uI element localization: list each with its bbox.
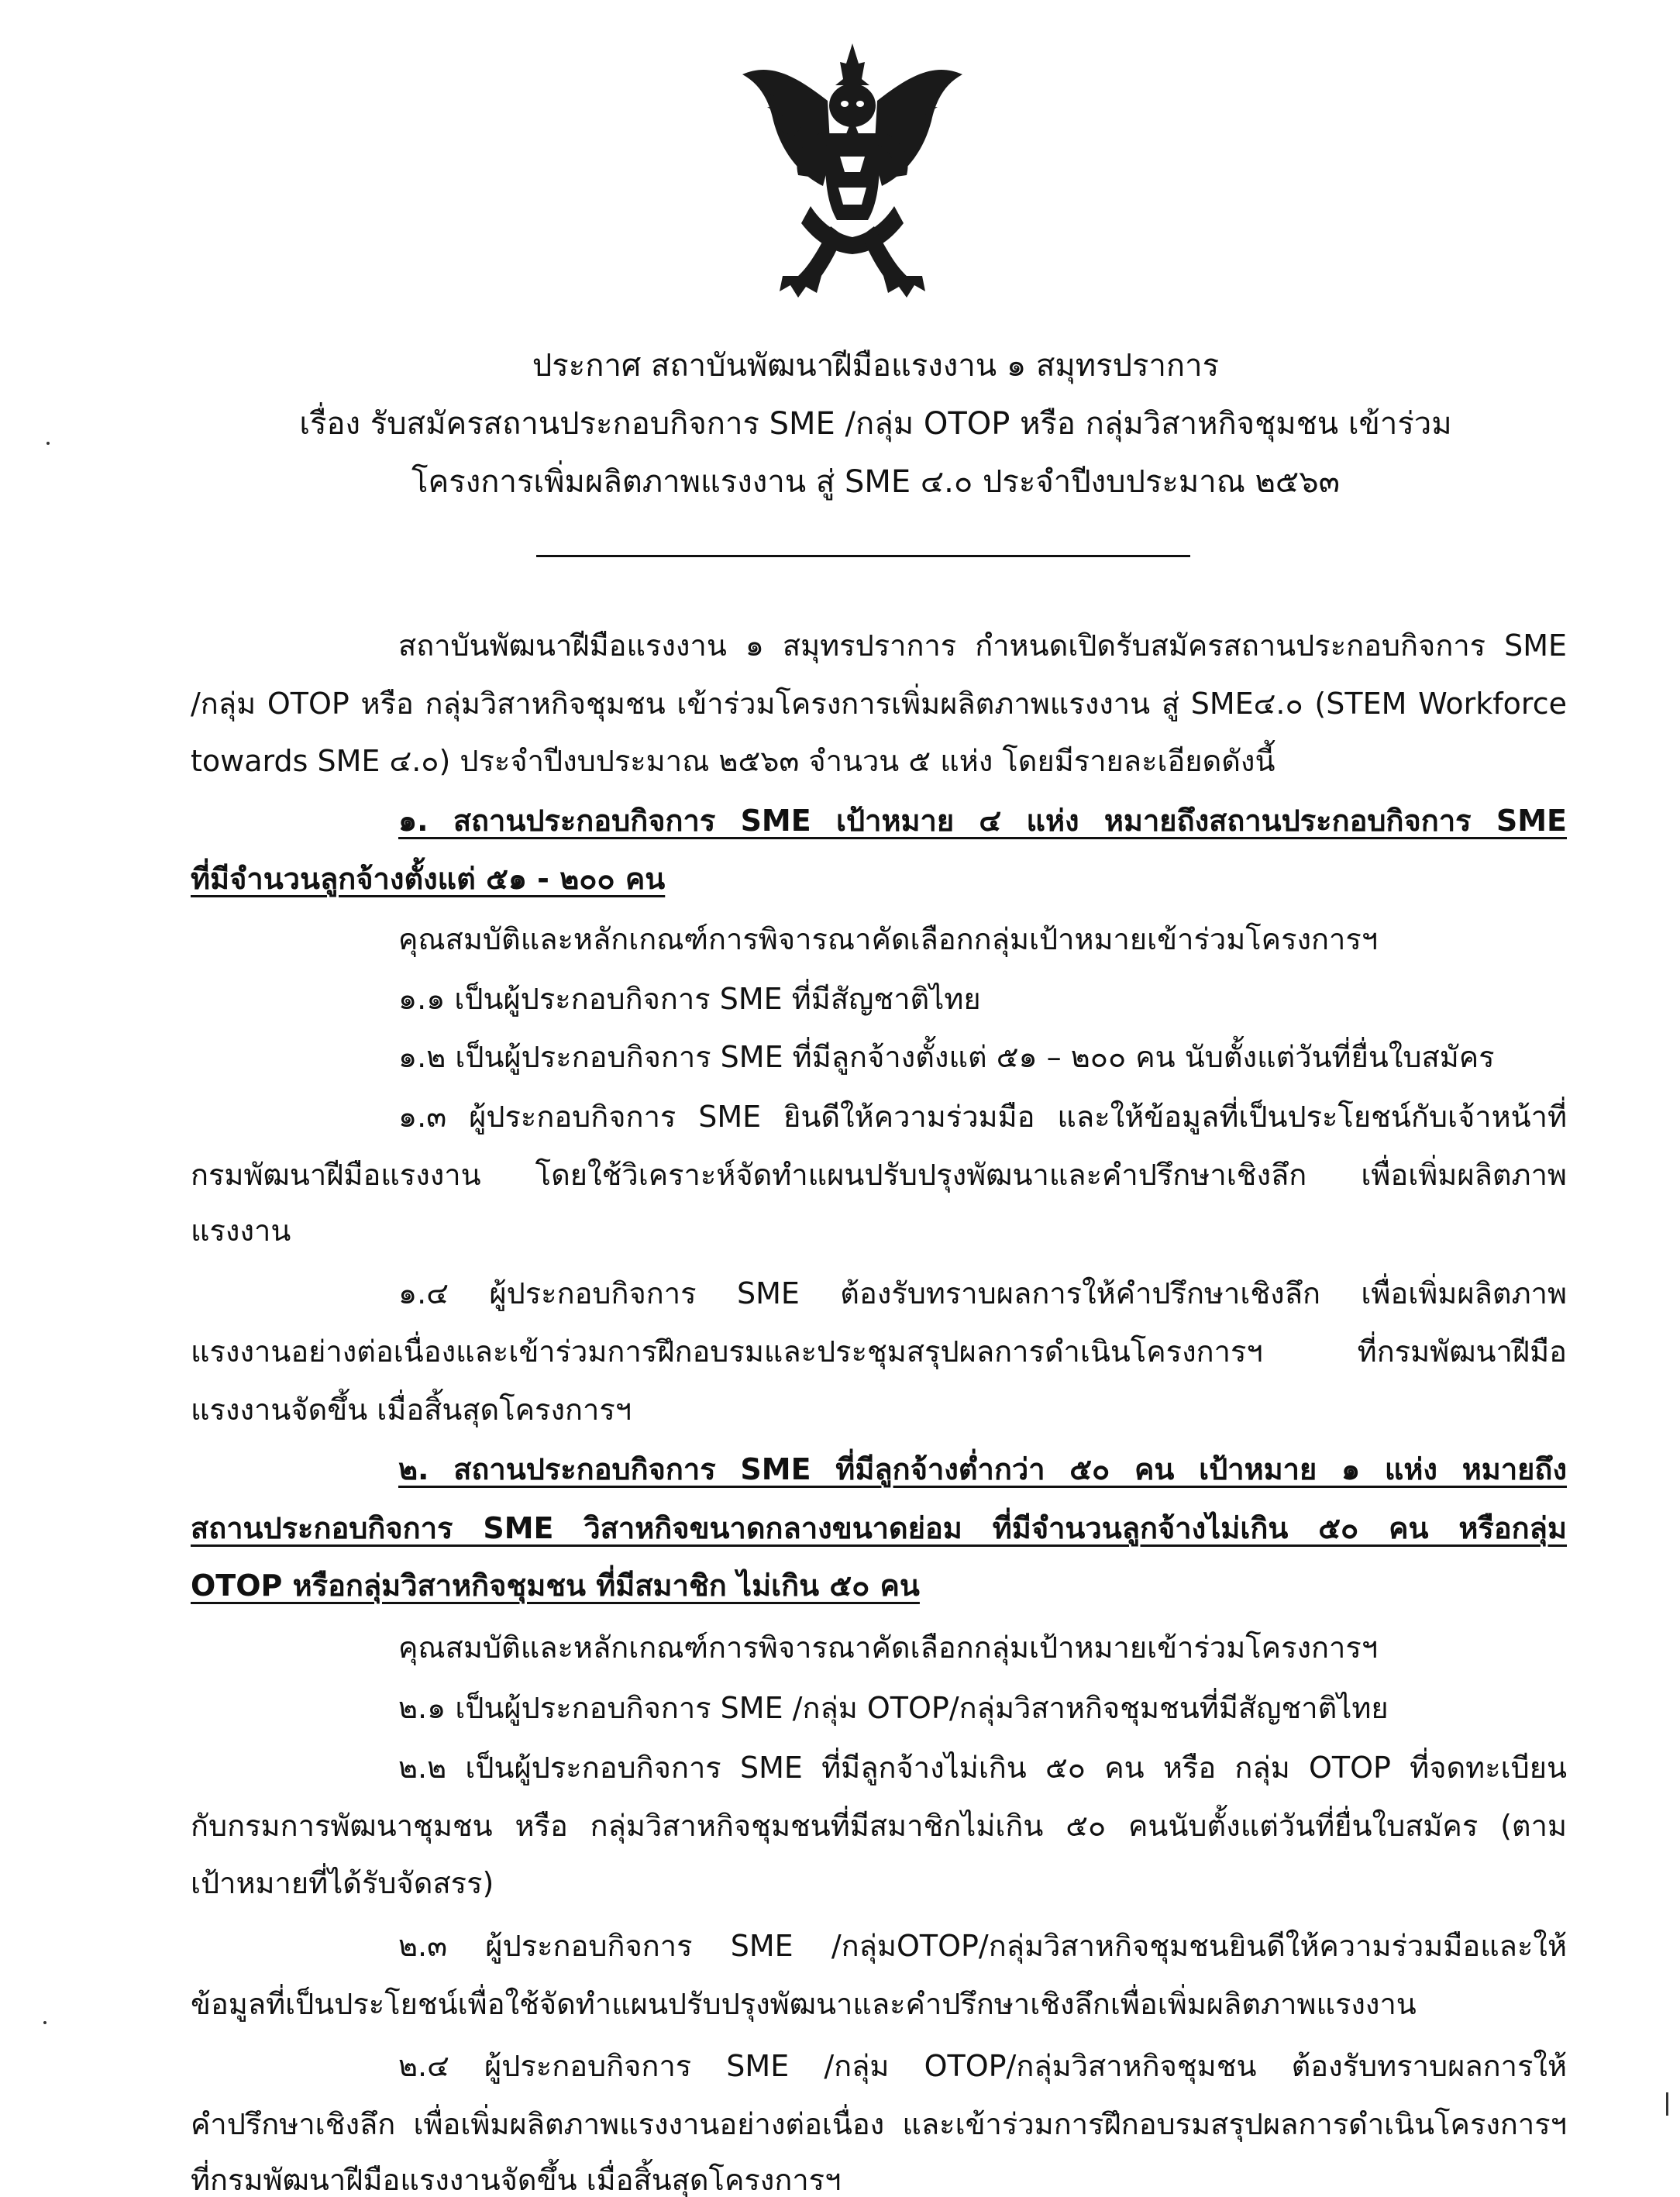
section1-item-3-line-2: กรมพัฒนาฝีมือแรงงาน โดยใช้วิเคราะห์จัดทำแผนปรับปรุงพัฒนาและคำปรึกษาเชิงลึก เพื่อเพิ่มผลิตภาพ bbox=[191, 1158, 1567, 1192]
section2-item-3-line-1: ๒.๓ ผู้ประกอบกิจการ SME /กลุ่มOTOP/กลุ่มวิสาหกิจชุมชนยินดีให้ความร่วมมือและให้ bbox=[398, 1929, 1567, 1963]
section2-criteria-title: คุณสมบัติและหลักเกณฑ์การพิจารณาคัดเลือกกลุ่มเป้าหมายเข้าร่วมโครงการฯ bbox=[398, 1631, 1379, 1665]
garuda-emblem bbox=[736, 40, 969, 304]
intro-line-2: /กลุ่ม OTOP หรือ กลุ่มวิสาหกิจชุมชน เข้าร่วมโครงการเพิ่มผลิตภาพแรงงาน สู่ SME๔.๐ (STEM Workforce bbox=[191, 687, 1567, 721]
section1-item-2: ๑.๒ เป็นผู้ประกอบกิจการ SME ที่มีลูกจ้างตั้งแต่ ๕๑ – ๒๐๐ คน นับตั้งแต่วันที่ยื่นใบสมัคร bbox=[398, 1040, 1495, 1074]
section1-item-3-line-3: แรงงาน bbox=[191, 1214, 291, 1248]
intro-line-3: towards SME ๔.๐) ประจำปีงบประมาณ ๒๕๖๓ จำนวน ๕ แห่ง โดยมีรายละเอียดดังนี้ bbox=[191, 744, 1275, 778]
section2-item-3-line-2: ข้อมูลที่เป็นประโยชน์เพื่อใช้จัดทำแผนปรับปรุงพัฒนาและคำปรึกษาเชิงลึกเพื่อเพิ่มผลิตภาพแรงงาน bbox=[191, 1987, 1417, 2021]
scan-edge-mark bbox=[1666, 2092, 1668, 2116]
section2-item-2-line-3: เป้าหมายที่ได้รับจัดสรร) bbox=[191, 1866, 494, 1900]
section2-item-2-line-1: ๒.๒ เป็นผู้ประกอบกิจการ SME ที่มีลูกจ้างไม่เกิน ๕๐ คน หรือ กลุ่ม OTOP ที่จดทะเบียน bbox=[398, 1751, 1567, 1785]
section2-item-2-line-2: กับกรมการพัฒนาชุมชน หรือ กลุ่มวิสาหกิจชุมชนที่มีสมาชิกไม่เกิน ๕๐ คนนับตั้งแต่วันที่ยื่นใบสมัคร (ตาม bbox=[191, 1809, 1567, 1843]
scan-speck bbox=[46, 442, 50, 445]
section1-heading-line-1: ๑. สถานประกอบกิจการ SME เป้าหมาย ๔ แห่ง หมายถึงสถานประกอบกิจการ SME bbox=[398, 804, 1567, 838]
section1-item-1: ๑.๑ เป็นผู้ประกอบกิจการ SME ที่มีสัญชาติไทย bbox=[398, 982, 981, 1016]
announcement-title: ประกาศ สถาบันพัฒนาฝีมือแรงงาน ๑ สมุทรปราการ bbox=[532, 348, 1220, 384]
section1-item-3-line-1: ๑.๓ ผู้ประกอบกิจการ SME ยินดีให้ความร่วมมือ และให้ข้อมูลที่เป็นประโยชน์กับเจ้าหน้าที่ bbox=[398, 1100, 1567, 1134]
section1-item-4-line-2: แรงงานอย่างต่อเนื่องและเข้าร่วมการฝึกอบรมและประชุมสรุปผลการดำเนินโครงการฯ ที่กรมพัฒนาฝีมือ bbox=[191, 1334, 1567, 1369]
section2-heading-line-3: OTOP หรือกลุ่มวิสาหกิจชุมชน ที่มีสมาชิก ไม่เกิน ๕๐ คน bbox=[191, 1569, 920, 1603]
section2-item-4-line-2: คำปรึกษาเชิงลึก เพื่อเพิ่มผลิตภาพแรงงานอย่างต่อเนื่อง และเข้าร่วมการฝึกอบรมสรุปผลการดำเนินโครงการฯ bbox=[191, 2107, 1567, 2141]
header-divider bbox=[536, 555, 1190, 557]
announcement-project: โครงการเพิ่มผลิตภาพแรงงาน สู่ SME ๔.๐ ประจำปีงบประมาณ ๒๕๖๓ bbox=[411, 464, 1340, 500]
section2-item-1: ๒.๑ เป็นผู้ประกอบกิจการ SME /กลุ่ม OTOP/กลุ่มวิสาหกิจชุมชนที่มีสัญชาติไทย bbox=[398, 1691, 1389, 1725]
scan-speck bbox=[43, 2021, 46, 2024]
section1-heading-line-2: ที่มีจำนวนลูกจ้างตั้งแต่ ๕๑ - ๒๐๐ คน bbox=[191, 862, 666, 896]
announcement-subject: เรื่อง รับสมัครสถานประกอบกิจการ SME /กลุ่ม OTOP หรือ กลุ่มวิสาหกิจชุมชน เข้าร่วม bbox=[299, 406, 1452, 442]
section2-heading-line-1: ๒. สถานประกอบกิจการ SME ที่มีลูกจ้างต่ำกว่า ๕๐ คน เป้าหมาย ๑ แห่ง หมายถึง bbox=[398, 1452, 1567, 1486]
section1-criteria-title: คุณสมบัติและหลักเกณฑ์การพิจารณาคัดเลือกกลุ่มเป้าหมายเข้าร่วมโครงการฯ bbox=[398, 922, 1379, 956]
section1-item-4-line-3: แรงงานจัดขึ้น เมื่อสิ้นสุดโครงการฯ bbox=[191, 1393, 632, 1427]
section2-heading-line-2: สถานประกอบกิจการ SME วิสาหกิจขนาดกลางขนาดย่อม ที่มีจำนวนลูกจ้างไม่เกิน ๕๐ คน หรือกลุ่ม bbox=[191, 1511, 1567, 1545]
section2-item-4-line-3: ที่กรมพัฒนาฝีมือแรงงานจัดขึ้น เมื่อสิ้นสุดโครงการฯ bbox=[191, 2163, 842, 2197]
section2-item-4-line-1: ๒.๔ ผู้ประกอบกิจการ SME /กลุ่ม OTOP/กลุ่มวิสาหกิจชุมชน ต้องรับทราบผลการให้ bbox=[398, 2049, 1567, 2083]
section1-item-4-line-1: ๑.๔ ผู้ประกอบกิจการ SME ต้องรับทราบผลการให้คำปรึกษาเชิงลึก เพื่อเพิ่มผลิตภาพ bbox=[398, 1276, 1567, 1310]
intro-line-1: สถาบันพัฒนาฝีมือแรงงาน ๑ สมุทรปราการ กำหนดเปิดรับสมัครสถานประกอบกิจการ SME bbox=[398, 628, 1567, 663]
